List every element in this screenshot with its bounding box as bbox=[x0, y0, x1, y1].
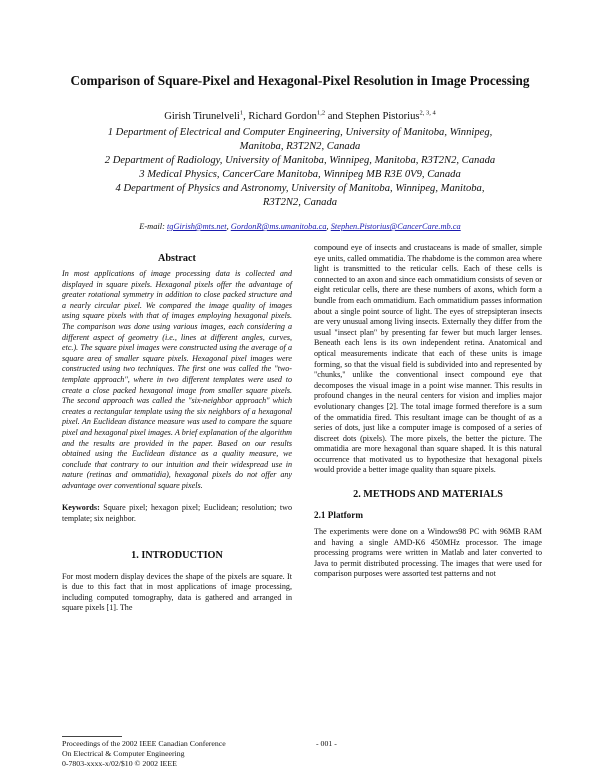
author-name: Richard Gordon bbox=[248, 111, 317, 122]
keywords-paragraph bbox=[62, 503, 292, 524]
author-name: Girish Tirunelveli bbox=[164, 111, 240, 122]
keywords-text: Square pixel; hexagon pixel; Euclidean; resolution; two template; six neighbor. bbox=[62, 503, 292, 524]
footer-line: Proceedings of the 2002 IEEE Canadian Conference bbox=[62, 739, 226, 748]
author-separator: , bbox=[243, 111, 249, 122]
affiliation: 2 Department of Radiology, University of Manitoba, Winnipeg, Manitoba, R3T2N2, Canada bbox=[104, 155, 496, 166]
right-column bbox=[314, 243, 542, 580]
email-line bbox=[60, 221, 540, 232]
footer-line: On Electrical & Computer Engineering bbox=[62, 749, 185, 758]
email-label: E-mail: bbox=[139, 222, 167, 231]
affiliation: 4 Department of Physics and Astronomy, University of Manitoba, Winnipeg, Manitoba, R3T2N2, Canada bbox=[115, 183, 485, 208]
author-affil-number: 2, 3, 4 bbox=[419, 109, 436, 117]
platform-text: The experiments were done on a Windows98 PC with 96MB RAM and having a single AMD-K6 450MHz processor. The image processing programs were written in Matlab and later converted to Java to permit distributed processing. The images that were used for comparison purposes were assorted test patterns and not bbox=[314, 527, 542, 579]
email-separator: , bbox=[326, 222, 331, 231]
page-number: - 001 - bbox=[316, 739, 337, 748]
introduction-heading: 1. INTRODUCTION bbox=[131, 549, 223, 561]
affiliation: 1 Department of Electrical and Computer Engineering, University of Manitoba, Winnipeg, Manitoba, R3T2N2, Canada bbox=[107, 127, 493, 152]
left-column bbox=[62, 252, 292, 614]
ommatidia-paragraph: compound eye of insects and crustaceans is made of smaller, simple eye units, called ommatidia. The rhabdome is the common area where light is transmitted to the reticular cells. Each of these cells is connected to an axon and since each ommatidium consists of seven or eight reticular cells, there are these numbers of axons, which form a bundle from each ommatidium. Each ommatidium passes information about a single point source of light. The eyes of strepsipteran insects are very unusual among living insects. Externally they differ from the usual "insect plan" by presenting far fewer but much larger lenses. Beneath each lens is its own independent retina. Anatomical and optical measurements indicate that each of these units is image forming, so that the visual field is subdivided into and represented by "chunks," unlike the conventional insect compound eye that decomposes the visual image in a point wise manner. This results in profound changes in the neural centers for vision and implies major evolutionary changes [2]. The total image formed therefore is a sum of the ommatidia fired. This resultant image can be thought of as a series of dots, just like a computer image is composed of a series of discreet dots (pixels). The more pixels, the better the picture. The ommatidia are more hexagonal than square shaped. It is this natural occurrence that motivated us to hypothesize that hexagonal pixels would provide a better image quality than square pixels. bbox=[314, 243, 542, 475]
methods-heading: 2. METHODS AND MATERIALS bbox=[353, 489, 503, 501]
author-separator: and bbox=[325, 111, 346, 122]
email-link[interactable]: Stephen.Pistorius@CancerCare.mb.ca bbox=[330, 222, 461, 231]
platform-heading: 2.1 Platform bbox=[314, 510, 363, 521]
author-affil-number: 1,2 bbox=[316, 109, 326, 117]
introduction-text: For most modern display devices the shape of the pixels are square. It is due to this fact that in most applications of image processing, including computed tomography, data is gathered and arranged in square pixels [1]. The bbox=[62, 571, 292, 613]
footer-rule bbox=[62, 736, 122, 737]
email-link[interactable]: GordonR@ms.umanitoba.ca bbox=[230, 222, 327, 231]
author-name: Stephen Pistorius bbox=[345, 111, 420, 122]
paper-title: Comparison of Square-Pixel and Hexagonal-Pixel Resolution in Image Processing bbox=[70, 73, 530, 88]
abstract-text: In most applications of image processing data is collected and displayed in square pixels. Hexagonal pixels offer the advantage of greater rotational symmetry in addition to close packed structure and a nearly circular pixel. We compared the image quality of images using square pixels with that of images employing hexagonal pixels. The comparison was done using various images, each considering a different aspect of geometry (i.e., lines at different angles, curves, etc.). The square pixel images were constructed using the average of a square area of smaller square pixels. Hexagonal pixel images were constructed using two techniques. The first one was called the "two-template approach", where in two different templates were used to create a close packed hexagonal image from smaller square pixels. The second approach was called the "six-neighbor approach" which creates a rectangular template using the six neighbors of a hexagonal pixel. An Euclidean distance measure was used to compare the square pixel and hexagonal pixel images. A brief explanation of the algorithm and the results are provided in the paper. Based on our results obtained using the Euclidean distance as a quality measure, we conclude that contrary to our intuition and their widespread use in nature (retinas and ommatidia), hexagonal pixels do not offer any advantage over conventional square pixels. bbox=[62, 269, 292, 490]
author-affil-number: 1 bbox=[239, 109, 244, 117]
author-list bbox=[60, 110, 540, 124]
affiliation-list bbox=[96, 126, 504, 210]
abstract-heading: Abstract bbox=[158, 253, 196, 264]
affiliation: 3 Medical Physics, CancerCare Manitoba, Winnipeg MB R3E 0V9, Canada bbox=[139, 169, 461, 180]
email-link[interactable]: tgGirish@mts.net bbox=[166, 222, 227, 231]
footer bbox=[62, 739, 312, 769]
footer-line: 0-7803-xxxx-x/02/$10 © 2002 IEEE bbox=[62, 759, 177, 768]
email-separator: , bbox=[226, 222, 231, 231]
keywords-label: Keywords: bbox=[62, 503, 100, 513]
